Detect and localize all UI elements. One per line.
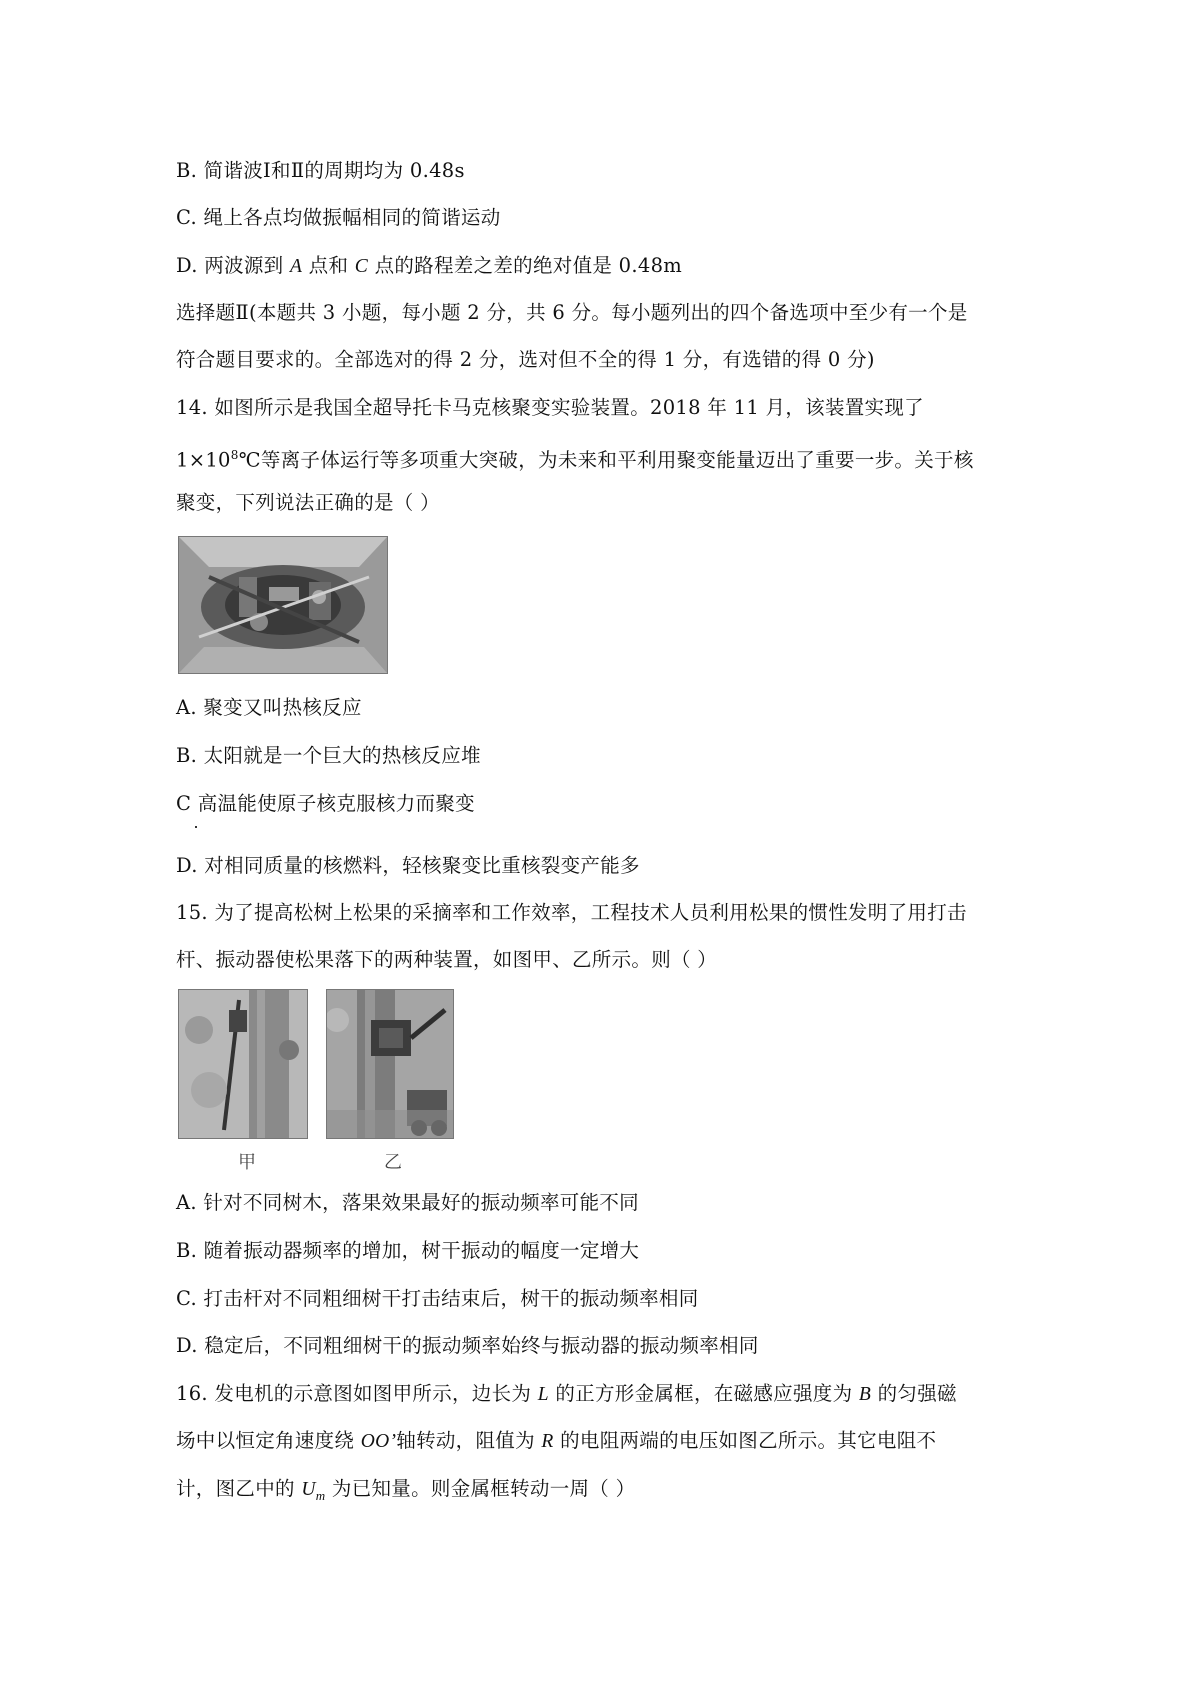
q14-stem-line3: 聚变，下列说法正确的是（ ） xyxy=(176,491,440,514)
q15-stem-line1: 15. 为了提高松树上松果的采摘率和工作效率，工程技术人员利用松果的惯性发明了用打击 xyxy=(176,901,967,924)
q14-option-b: B. 太阳就是一个巨大的热核反应堆 xyxy=(176,744,481,767)
q14-option-d: D. 对相同质量的核燃料，轻核聚变比重核裂变产能多 xyxy=(176,854,640,877)
q13-option-b: B. 简谐波Ⅰ和Ⅱ的周期均为 0.48s xyxy=(176,159,465,182)
q13-option-d: D. 两波源到 A 点和 C 点的路程差之差的绝对值是 0.48m xyxy=(176,254,683,277)
q14-option-c: C 高温能使原子核克服核力而聚变 xyxy=(176,792,475,815)
q15-option-a: A. 针对不同树木，落果效果最好的振动频率可能不同 xyxy=(176,1191,639,1214)
section2-instructions-line1: 选择题Ⅱ(本题共 3 小题，每小题 2 分，共 6 分。每小题列出的四个备选项中至少有一个是 xyxy=(176,301,968,324)
photo-yi-vibrator xyxy=(326,989,454,1139)
q15-option-b: B. 随着振动器频率的增加，树干振动的幅度一定增大 xyxy=(176,1239,640,1262)
section2-instructions-line2: 符合题目要求的。全部选对的得 2 分，选对但不全的得 1 分，有选错的得 0 分) xyxy=(176,348,875,371)
q15-stem-line2: 杆、振动器使松果落下的两种装置，如图甲、乙所示。则（ ） xyxy=(176,948,718,971)
q14-option-a: A. 聚变又叫热核反应 xyxy=(176,696,362,719)
q16-stem-line2: 场中以恒定角速度绕 OO’轴转动，阻值为 R 的电阻两端的电压如图乙所示。其它电阻不 xyxy=(176,1429,937,1452)
stray-mark xyxy=(195,826,197,828)
q16-stem-line3: 计，图乙中的 $U_m$ 为已知量。则金属框转动一周（ ） xyxy=(176,1477,636,1503)
label-yi: 乙 xyxy=(384,1152,402,1173)
q15-option-c: C. 打击杆对不同粗细树干打击结束后，树干的振动频率相同 xyxy=(176,1287,699,1310)
q13-option-c: C. 绳上各点均做振幅相同的简谐运动 xyxy=(176,206,501,229)
q14-stem-line1: 14. 如图所示是我国全超导托卡马克核聚变实验装置。2018 年 11 月，该装置实现了 xyxy=(176,396,924,419)
q16-stem-line1: 16. 发电机的示意图如图甲所示，边长为 L 的正方形金属框，在磁感应强度为 B 的匀强磁 xyxy=(176,1382,957,1405)
photo-jia-strike-rod xyxy=(178,989,308,1139)
q15-option-d: D. 稳定后，不同粗细树干的振动频率始终与振动器的振动频率相同 xyxy=(176,1334,759,1357)
label-jia: 甲 xyxy=(238,1152,256,1173)
q14-stem-line2: $1\times 10^8℃$等离子体运行等多项重大突破，为未来和平利用聚变能量迈出了重要一步。关于核 xyxy=(176,448,974,472)
tokamak-photo xyxy=(178,536,388,674)
